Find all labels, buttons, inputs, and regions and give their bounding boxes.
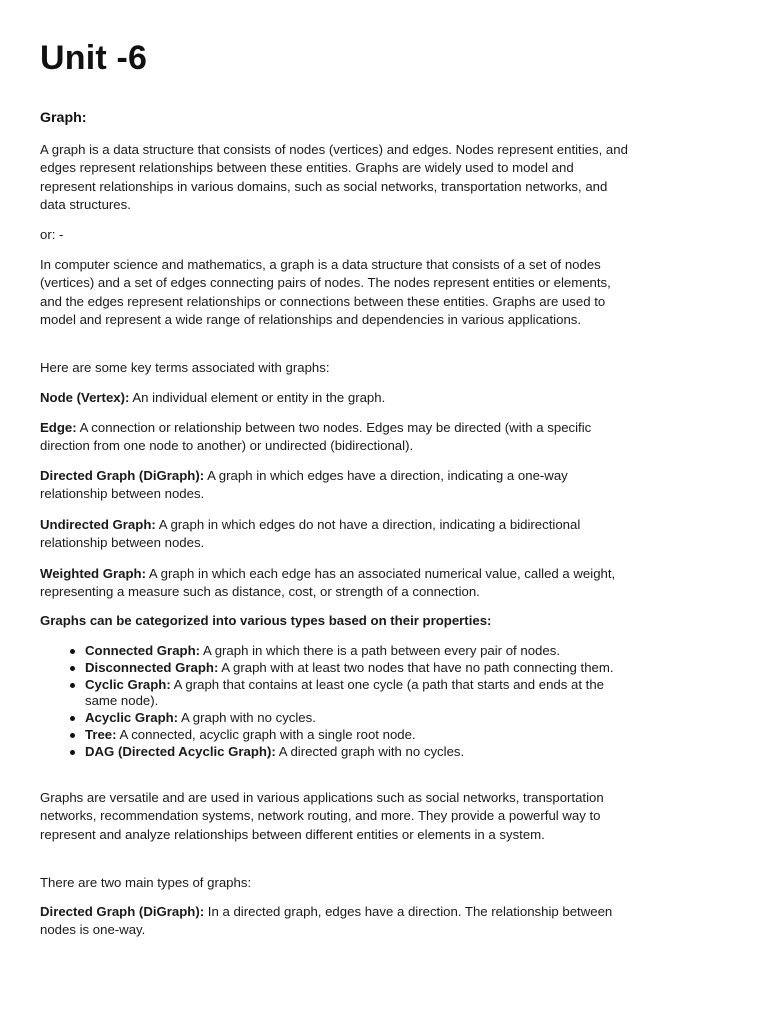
bullet-icon xyxy=(70,666,75,671)
list-item-definition: A graph that contains at least one cycle (a path that starts and ends at the same node). xyxy=(85,676,605,709)
term-definition: A connection or relationship between two nodes. Edges may be directed (with a specific direction from one node to another) or undirected (bidirectional). xyxy=(40,420,592,454)
list-item-term: Connected Graph: xyxy=(85,643,201,658)
list-item-definition: A directed graph with no cycles. xyxy=(275,743,465,759)
graph-types-list xyxy=(40,643,630,761)
list-item xyxy=(40,660,630,677)
bullet-icon xyxy=(70,733,75,738)
term-label: Directed Graph (DiGraph): xyxy=(40,904,205,919)
list-item-term: Disconnected Graph: xyxy=(85,659,219,675)
categories-heading: Graphs can be categorized into various types based on their properties: xyxy=(40,613,492,628)
term-definition: In a directed graph, edges have a direction. The relationship between nodes is one-way. xyxy=(40,904,613,938)
term-edge xyxy=(40,419,630,456)
list-item-term: DAG (Directed Acyclic Graph): xyxy=(85,743,276,759)
term-label: Directed Graph (DiGraph): xyxy=(40,468,205,483)
list-item xyxy=(40,710,630,727)
term-node-vertex xyxy=(40,389,630,407)
term-label: Weighted Graph: xyxy=(40,566,146,581)
list-item-definition: A graph in which there is a path between every pair of nodes. xyxy=(200,643,560,658)
key-terms-intro: Here are some key terms associated with graphs: xyxy=(40,360,330,375)
versatile-paragraph: Graphs are versatile and are used in various applications such as social networks, transportation networks, recommendation systems, network routing, and more. They provide a powerful way to represent and analyze relationships between different entities or elements in a system. xyxy=(40,790,604,842)
term-undirected-graph xyxy=(40,516,630,553)
term-label: Undirected Graph: xyxy=(40,517,156,532)
bullet-icon xyxy=(70,649,75,654)
main-type-directed-graph xyxy=(40,903,630,940)
term-definition: An individual element or entity in the graph. xyxy=(129,390,386,405)
list-item xyxy=(40,727,630,744)
list-item xyxy=(40,643,630,660)
term-weighted-graph xyxy=(40,565,630,602)
bullet-icon xyxy=(70,683,75,688)
intro-paragraph: A graph is a data structure that consists of nodes (vertices) and edges. Nodes represent entities, and edges represent relationships between these entities. Graphs are widely used to model and represent relationships in various domains, such as social networks, transportation networks, and data structures. xyxy=(40,142,628,213)
list-item-term: Acyclic Graph: xyxy=(85,710,179,726)
term-label: Node (Vertex): xyxy=(40,390,130,405)
list-item-term: Cyclic Graph: xyxy=(85,676,171,692)
cs-paragraph: In computer science and mathematics, a graph is a data structure that consists of a set of nodes (vertices) and a set of edges connecting pairs of nodes. The nodes represent entities or elements, and the edges represent relationships or connections between these entities. Graphs are used to model and represent a wide range of relationships and dependencies in various applications. xyxy=(40,257,611,328)
two-types-intro: There are two main types of graphs: xyxy=(40,875,252,890)
section-heading: Graph: xyxy=(40,110,87,126)
document-page xyxy=(40,36,630,938)
or-line: or: - xyxy=(40,227,64,242)
term-label: Edge: xyxy=(40,420,77,435)
list-item-definition: A graph with at least two nodes that have no path connecting them. xyxy=(218,659,614,675)
list-item xyxy=(40,744,630,761)
list-item-definition: A connected, acyclic graph with a single root node. xyxy=(116,726,416,742)
bullet-icon xyxy=(70,716,75,721)
page-title: Unit -6 xyxy=(40,39,148,77)
list-item-term: Tree: xyxy=(85,726,117,742)
list-item xyxy=(40,677,630,711)
term-definition: A graph in which each edge has an associated numerical value, called a weight, representing a measure such as distance, cost, or strength of a connection. xyxy=(40,566,616,600)
bullet-icon xyxy=(70,750,75,755)
term-definition: A graph in which edges have a direction, indicating a one-way relationship between nodes. xyxy=(40,468,568,502)
term-directed-graph xyxy=(40,467,630,504)
term-definition: A graph in which edges do not have a direction, indicating a bidirectional relationship between nodes. xyxy=(40,517,581,551)
list-item-definition: A graph with no cycles. xyxy=(178,710,316,726)
